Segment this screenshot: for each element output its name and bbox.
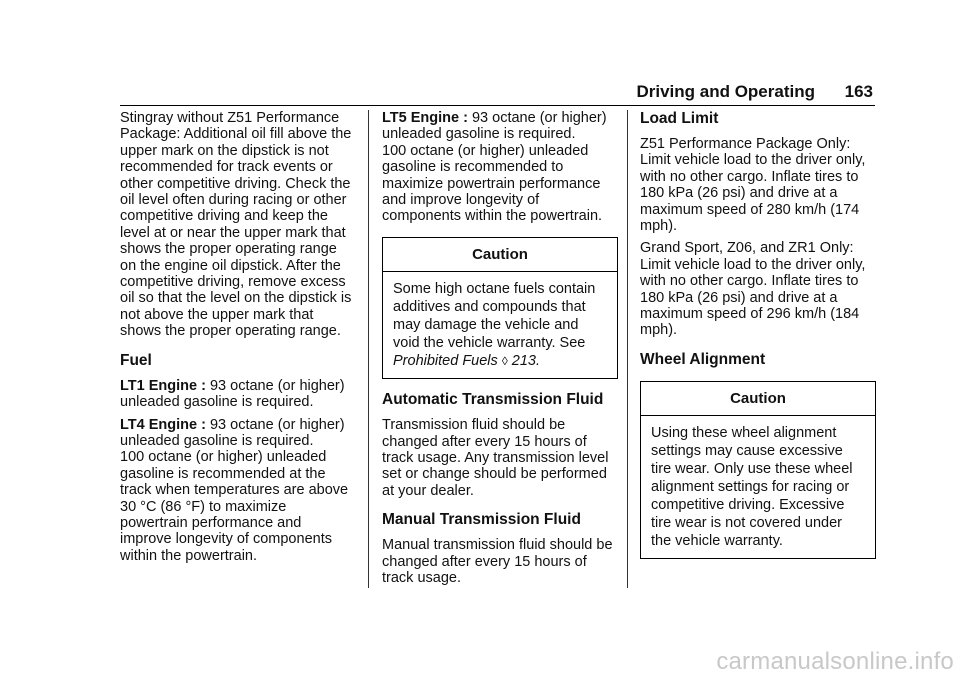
load-limit-paragraph-1: Z51 Performance Package Only: Limit vehicle load to the driver only, with no other cargo. Inflate tires to 180 kPa (26 psi) and drive at a maximum speed of 280 km/h (174 mph). [640,136,866,235]
caution-body: Using these wheel alignment settings may cause excessive tire wear. Only use these wheel alignment settings for racing or competitive driving. Excessive tire wear is not covered under the vehicle warranty. [651,425,853,550]
wheel-alignment-heading: Wheel Alignment [640,350,766,368]
page-header [120,80,875,106]
caution-text: Some high octane fuels contain additives and compounds that may damage the vehicle and void the vehicle warranty. See [393,281,596,352]
header-rule [120,105,875,106]
lt5-paragraph-2: 100 octane (or higher) unleaded gasoline is recommended to maximize powertrain performance and improve longevity of components within the powertrain. [382,142,603,225]
automatic-transmission-text: Transmission fluid should be changed after every 15 hours of track usage. Any transmission level set or change should be performed at your dealer. [382,417,609,499]
oil-intro-paragraph: Stingray without Z51 Performance Package: Additional oil fill above the upper mark on the dipstick is not recommended for track events or other competitive driving. Check the oil level often during racing or other competitive driving and keep the level at or near the upper mark that shows the proper operating range on the engine oil dipstick. After the competitive driving, remove excess oil so that the level on the dipstick is not above the upper mark that shows the proper operating range. [120,110,352,340]
column-3 [640,110,876,571]
lt4-label: LT4 Engine : [120,416,206,433]
load-limit-paragraph-2: Grand Sport, Z06, and ZR1 Only: Limit vehicle load to the driver only, with no other cargo. Inflate tires to 180 kPa (26 psi) and drive at a maximum speed of 296 km/h (184 mph). [640,240,866,339]
lt5-text: 93 octane (or higher) unleaded gasoline is required. [382,110,607,143]
page-number: 163 [844,82,873,101]
load-limit-heading: Load Limit [640,110,719,127]
lt4-paragraph-2: 100 octane (or higher) unleaded gasoline is recommended at the track when temperatures are above 30 °C (86 °F) to maximize powertrain performance and improve longevity of components within the powertrain. [120,449,349,564]
lt5-paragraph [382,110,618,143]
section-title: Driving and Operating [636,82,815,101]
lt4-paragraph [120,417,356,450]
page-ref-number: 213 [511,353,536,370]
column-1 [120,110,356,570]
fuel-heading: Fuel [120,351,152,369]
lt1-paragraph [120,378,356,411]
prohibited-fuels-link[interactable]: Prohibited Fuels [393,353,498,370]
caution-body: Some high octane fuels contain additives and compounds that may damage the vehicle and void the vehicle warranty. See Prohibited Fuels ◊ 213. [393,281,596,370]
caution-title: Caution [641,382,875,416]
manual-transmission-text: Manual transmission fluid should be changed after every 15 hours of track usage. [382,537,613,587]
fuel-caution-box [382,237,618,379]
watermark: carmanualsonline.info [716,648,954,675]
lt5-label: LT5 Engine : [382,110,468,126]
lt1-text: 93 octane (or higher) unleaded gasoline is required. [120,377,345,411]
column-2 [382,110,618,593]
automatic-transmission-heading: Automatic Transmission Fluid [382,391,604,409]
page-ref-icon: ◊ [501,354,508,369]
column-divider-1 [368,110,369,588]
caution-title: Caution [383,238,617,272]
column-divider-2 [627,110,628,588]
wheel-caution-box [640,381,876,559]
manual-transmission-heading: Manual Transmission Fluid [382,511,581,529]
lt4-text: 93 octane (or higher) unleaded gasoline is required. [120,416,345,449]
lt1-label: LT1 Engine : [120,377,206,394]
